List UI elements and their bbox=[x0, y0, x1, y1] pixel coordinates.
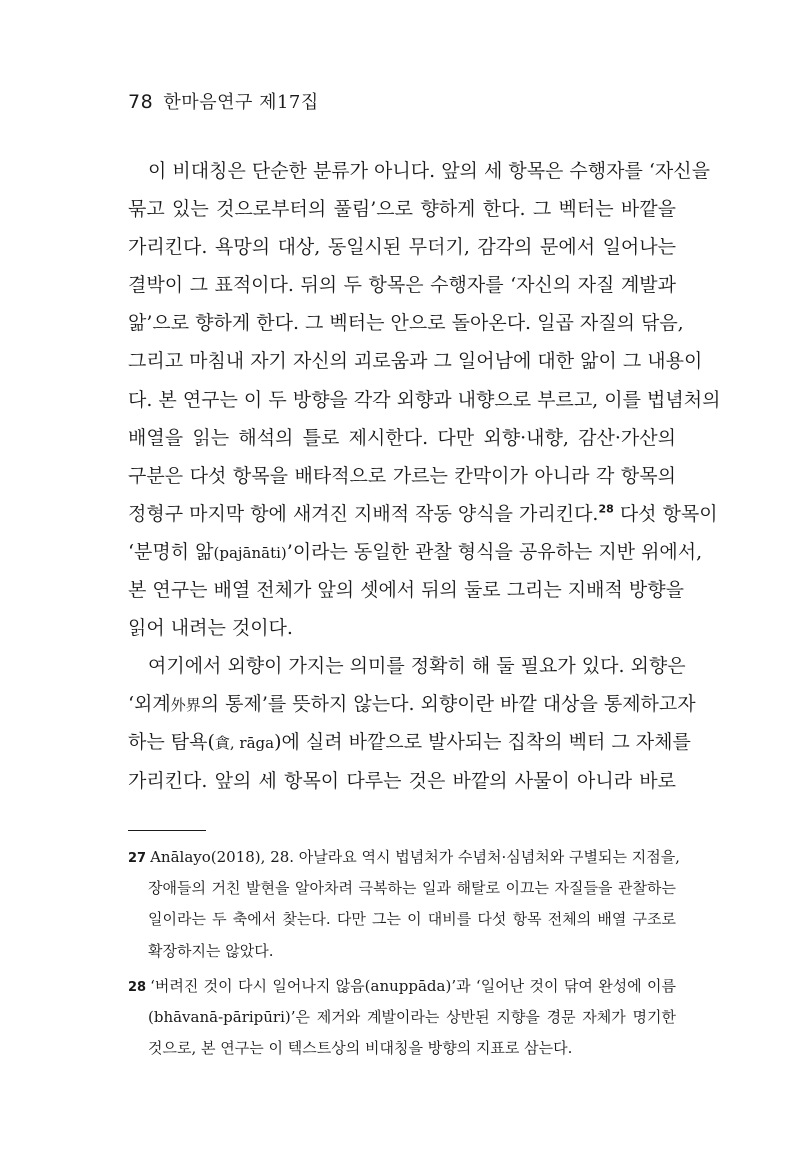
page-number: 78 bbox=[128, 91, 154, 113]
footnote-28 bbox=[128, 971, 676, 1065]
line-text: ‘분명히 앎 bbox=[128, 540, 214, 563]
paragraph-line: 가리킨다. 앞의 세 항목이 다루는 것은 바깥의 사물이 아니라 바로 bbox=[128, 769, 676, 792]
paragraph-line: 그리고 마침내 자기 자신의 괴로움과 그 일어남에 대한 앎이 그 내용이 bbox=[128, 350, 703, 373]
footnote-line bbox=[128, 842, 680, 873]
paragraph-line bbox=[128, 495, 718, 533]
paragraph-line: 여기에서 외향이 가지는 의미를 정확히 해 둘 필요가 있다. 외향은 bbox=[148, 655, 686, 678]
footnotes bbox=[128, 842, 680, 1064]
paragraph-line: 본 연구는 배열 전체가 앞의 셋에서 뒤의 둘로 그리는 지배적 방향을 bbox=[128, 579, 684, 602]
paragraph-line bbox=[128, 723, 691, 761]
paragraph-line: 읽어 내려는 것이다. bbox=[128, 617, 293, 640]
line-text: 다섯 항목이 bbox=[613, 502, 718, 525]
footnote-27 bbox=[128, 842, 680, 967]
body-text bbox=[128, 152, 721, 800]
paragraph-line: 앎’으로 향하게 한다. 그 벡터는 안으로 돌아온다. 일곱 자질의 닦음, bbox=[128, 312, 684, 335]
paragraph-line: 이 비대칭은 단순한 분류가 아니다. 앞의 세 항목은 수행자를 ‘자신을 bbox=[148, 160, 710, 182]
footnote-line: 일이라는 두 축에서 찾는다. 다만 그는 이 대비를 다섯 항목 전체의 배열 구조로 bbox=[148, 910, 676, 929]
paragraph-line: 구분은 다섯 항목을 배타적으로 가르는 칸막이가 아니라 각 항목의 bbox=[128, 464, 676, 487]
footnote-line: 확장하지는 않았다. bbox=[148, 941, 274, 960]
footnote-number: 27 bbox=[128, 851, 147, 866]
paragraph-line: 가리킨다. 욕망의 대상, 동일시된 무더기, 감각의 문에서 일어나는 bbox=[128, 236, 676, 259]
hanja-term: 外界 bbox=[170, 696, 201, 715]
footnote-line: 장애들의 거친 발현을 알아차려 극복하는 일과 해탈로 이끄는 자질들을 관찰하는 bbox=[148, 879, 676, 898]
footnote-line: 것으로, 본 연구는 이 텍스트상의 비대칭을 방향의 지표로 삼는다. bbox=[148, 1039, 573, 1058]
paragraph-line: 묶고 있는 것으로부터의 풀림’으로 향하게 한다. 그 벡터는 바깥을 bbox=[128, 198, 676, 221]
paragraph-line bbox=[128, 533, 703, 571]
pali-term: , rāga bbox=[229, 734, 275, 753]
running-header bbox=[128, 88, 319, 114]
paragraph-line: 다. 본 연구는 이 두 방향을 각각 외향과 내향으로 부르고, 이를 법념처의 bbox=[128, 388, 721, 411]
line-text: 하는 탐욕( bbox=[128, 731, 215, 754]
paragraph-line: 배열을 읽는 해석의 틀로 제시한다. 다만 외향·내향, 감산·가산의 bbox=[128, 426, 676, 449]
footnote-text: ‘버려진 것이 다시 일어나지 않음(anuppāda)’과 ‘일어난 것이 닦여 완성에 이름 bbox=[150, 976, 676, 995]
footnote-line bbox=[128, 971, 676, 1002]
footnote-ref-28[interactable]: 28 bbox=[598, 502, 614, 516]
footnote-line: (bhāvanā-pāripūri)’은 제거와 계발이라는 상반된 지향을 경문 자체가 명기한 bbox=[148, 1007, 676, 1026]
footnote-divider bbox=[128, 830, 206, 831]
line-text: ’이라는 동일한 관찰 형식을 공유하는 지반 위에서, bbox=[286, 540, 703, 563]
paragraph-line: 결박이 그 표적이다. 뒤의 두 항목은 수행자를 ‘자신의 자질 계발과 bbox=[128, 274, 676, 297]
line-text: ‘외계 bbox=[128, 693, 171, 716]
pali-term: (pajānāti) bbox=[213, 543, 287, 562]
hanja-term: 貪 bbox=[214, 734, 230, 753]
line-text: 의 통제’를 뜻하지 않는다. 외향이란 바깥 대상을 통제하고자 bbox=[200, 693, 696, 716]
line-text: )에 실려 바깥으로 발사되는 집착의 벡터 그 자체를 bbox=[274, 731, 691, 754]
footnote-text: Anālayo(2018), 28. 아날라요 역시 법념처가 수념처·심념처와 구별되는 지점을, bbox=[150, 848, 680, 866]
footnote-number: 28 bbox=[128, 979, 147, 995]
journal-title: 한마음연구 제17집 bbox=[163, 92, 319, 113]
line-text: 정형구 마지막 항에 새겨진 지배적 작동 양식을 가리킨다. bbox=[128, 502, 599, 525]
paragraph-line bbox=[128, 685, 696, 723]
